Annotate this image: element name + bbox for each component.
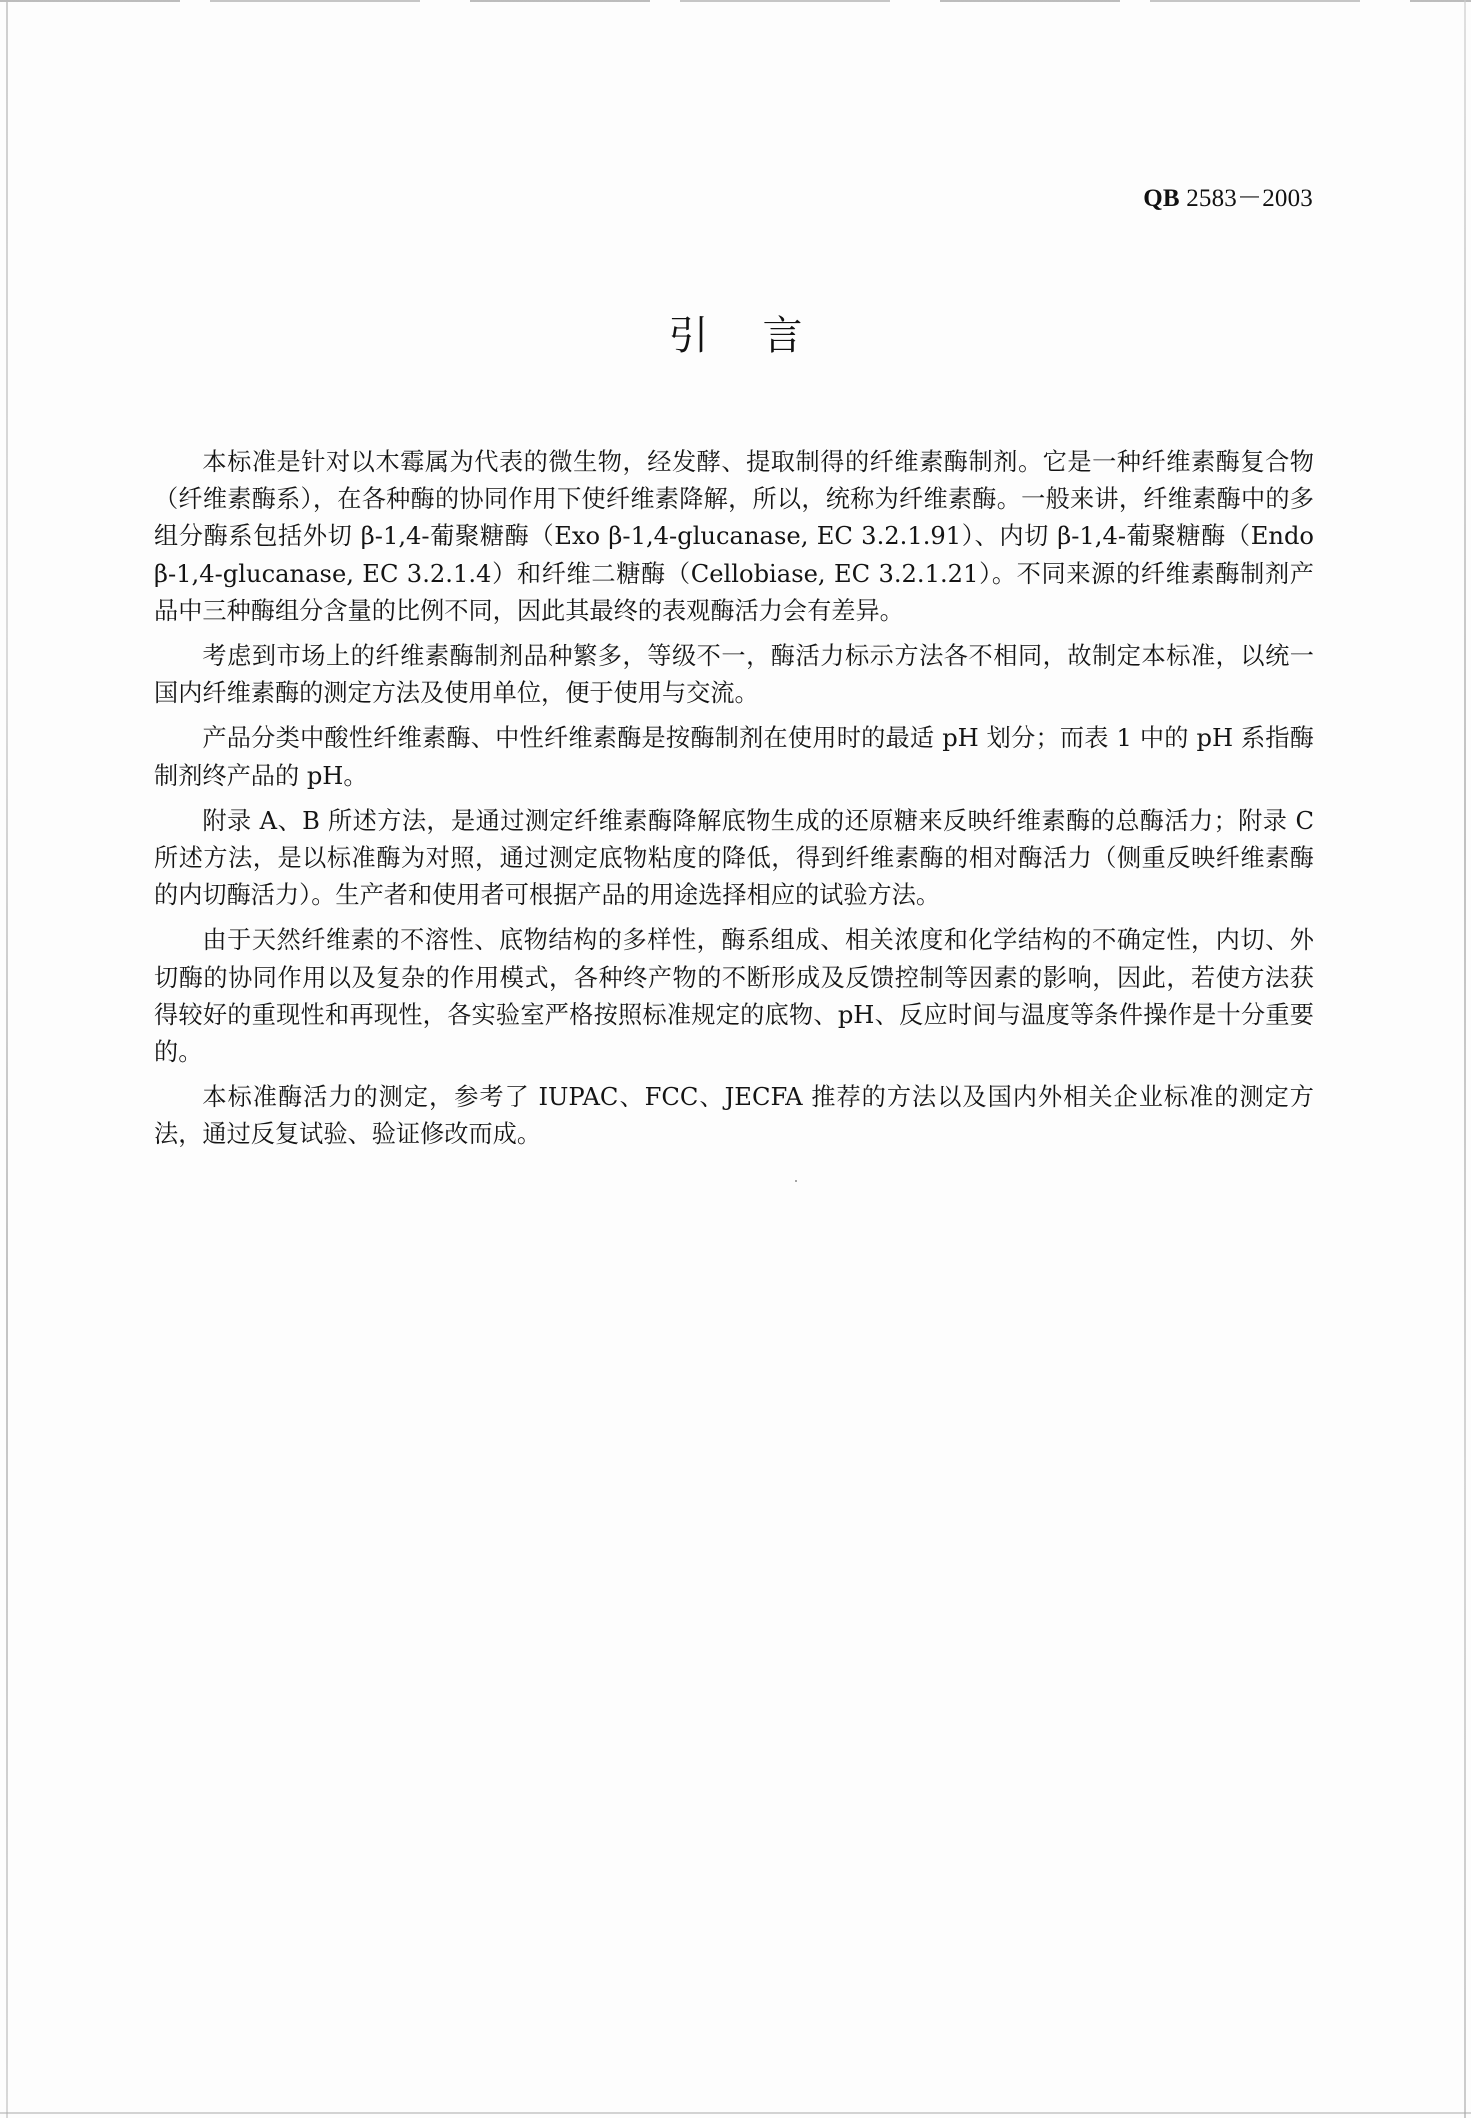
paragraph-4: 附录 A、B 所述方法，是通过测定纤维素酶降解底物生成的还原糖来反映纤维素酶的总酶活力；附录 C 所述方法，是以标准酶为对照，通过测定底物粘度的降低，得到纤维素酶的相对酶活力（侧重反映纤维素酶的内切酶活力）。生产者和使用者可根据产品的用途选择相应的试验方法。 <box>154 806 1314 910</box>
paragraph-1: 本标准是针对以木霉属为代表的微生物，经发酵、提取制得的纤维素酶制剂。它是一种纤维素酶复合物（纤维素酶系），在各种酶的协同作用下使纤维素降解，所以，统称为纤维素酶。一般来讲，纤维素酶中的多组分酶系包括外切 β-1,4-葡聚糖酶（Exo β-1,4-glucanase, EC 3.2.1.91）、内切 β-1,4-葡聚糖酶（Endo β-1,4-glucanase, EC 3.2.1.4）和纤维二糖酶（Cellobiase, EC 3.2.1.21）。不同来源的纤维素酶制剂产品中三种酶组分含量的比例不同，因此其最终的表观酶活力会有差异。 <box>154 448 1314 625</box>
scan-edge-bottom <box>0 2112 1471 2114</box>
paragraph-5: 由于天然纤维素的不溶性、底物结构的多样性，酶系组成、相关浓度和化学结构的不确定性，内切、外切酶的协同作用以及复杂的作用模式，各种终产物的不断形成及反馈控制等因素的影响，因此，若使方法获得较好的重现性和再现性，各实验室严格按照标准规定的底物、pH、反应时间与温度等条件操作是十分重要的。 <box>154 926 1314 1067</box>
document-body <box>154 444 1314 1162</box>
standard-code-prefix: QB <box>1143 185 1180 212</box>
paragraph-2: 考虑到市场上的纤维素酶制剂品种繁多，等级不一，酶活力标示方法各不相同，故制定本标准，以统一国内纤维素酶的测定方法及使用单位，便于使用与交流。 <box>154 642 1314 708</box>
standard-code-number: 2583－2003 <box>1186 185 1313 212</box>
scan-edge-top <box>0 0 1471 2</box>
paragraph-6: 本标准酶活力的测定，参考了 IUPAC、FCC、JECFA 推荐的方法以及国内外相关企业标准的测定方法，通过反复试验、验证修改而成。 <box>154 1083 1314 1149</box>
scan-speck <box>795 1180 797 1182</box>
page-title: 引言 <box>668 313 857 359</box>
standard-code <box>1143 178 1313 214</box>
paragraph-3: 产品分类中酸性纤维素酶、中性纤维素酶是按酶制剂在使用时的最适 pH 划分；而表 1 中的 pH 系指酶制剂终产品的 pH。 <box>154 724 1314 790</box>
